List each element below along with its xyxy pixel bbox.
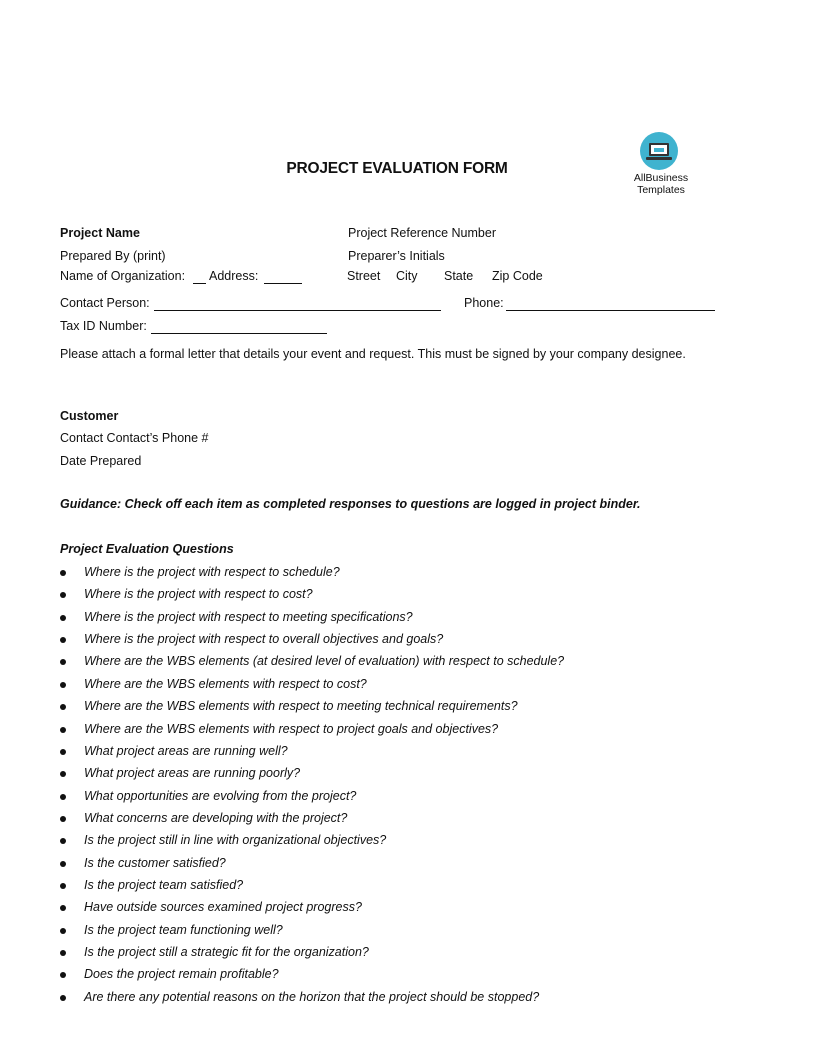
bullet-icon [60, 861, 66, 867]
organization-input-line[interactable] [193, 283, 206, 284]
question-item[interactable] [60, 698, 564, 720]
city-label: City [396, 269, 418, 283]
laptop-icon [640, 132, 678, 170]
question-text: Where is the project with respect to cost? [84, 587, 313, 602]
customer-contact-label: Contact Contact’s Phone # [60, 431, 209, 445]
question-item[interactable] [60, 989, 564, 1011]
question-item[interactable] [60, 899, 564, 921]
question-text: Is the project still in line with organizational objectives? [84, 833, 387, 848]
question-text: Where are the WBS elements with respect to cost? [84, 676, 367, 691]
phone-input-line[interactable] [506, 310, 715, 311]
question-text: Where are the WBS elements with respect to meeting technical requirements? [84, 699, 518, 714]
question-item[interactable] [60, 810, 564, 832]
question-text: What project areas are running poorly? [84, 766, 301, 781]
question-text: Where is the project with respect to overall objectives and goals? [84, 632, 444, 647]
bullet-icon [60, 771, 66, 777]
question-text: Does the project remain profitable? [84, 967, 279, 982]
bullet-icon [60, 995, 66, 1001]
question-text: Is the customer satisfied? [84, 855, 226, 870]
question-text: Is the project team satisfied? [84, 878, 244, 893]
question-item[interactable] [60, 631, 564, 653]
question-item[interactable] [60, 676, 564, 698]
question-item[interactable] [60, 832, 564, 854]
question-text: Where are the WBS elements (at desired level of evaluation) with respect to schedule? [84, 654, 565, 669]
contact-person-input-line[interactable] [154, 310, 441, 311]
question-text: Where are the WBS elements with respect to project goals and objectives? [84, 721, 499, 736]
bullet-icon [60, 972, 66, 978]
phone-label: Phone: [464, 296, 504, 310]
logo-line-1: AllBusiness [633, 172, 689, 184]
bullet-icon [60, 838, 66, 844]
bullet-icon [60, 727, 66, 733]
laptop-screen [649, 143, 669, 156]
question-item[interactable] [60, 788, 564, 810]
bullet-icon [60, 637, 66, 643]
question-text: Where is the project with respect to schedule? [84, 565, 340, 579]
questions-list [60, 564, 564, 1011]
bullet-icon [60, 816, 66, 822]
question-item[interactable] [60, 877, 564, 899]
bullet-icon [60, 704, 66, 710]
tax-id-label: Tax ID Number: [60, 319, 147, 333]
bullet-icon [60, 905, 66, 911]
question-item[interactable] [60, 966, 564, 988]
question-item[interactable] [60, 586, 564, 608]
laptop-base [646, 157, 672, 160]
bullet-icon [60, 883, 66, 889]
question-item[interactable] [60, 765, 564, 787]
logo-line-2: Templates [637, 184, 685, 196]
bullet-icon [60, 615, 66, 621]
project-name-label: Project Name [60, 226, 140, 240]
tax-id-input-line[interactable] [151, 333, 327, 334]
question-item[interactable] [60, 922, 564, 944]
bullet-icon [60, 659, 66, 665]
question-text: What opportunities are evolving from the project? [84, 788, 357, 803]
question-item[interactable] [60, 721, 564, 743]
address-label: Address: [209, 269, 259, 283]
bullet-icon [60, 794, 66, 800]
bullet-icon [60, 570, 66, 576]
question-item[interactable] [60, 944, 564, 966]
question-item[interactable] [60, 743, 564, 765]
bullet-icon [60, 749, 66, 755]
question-text: What project areas are running well? [84, 743, 288, 758]
question-item[interactable] [60, 564, 564, 586]
question-text: What concerns are developing with the project? [84, 810, 348, 825]
logo-text [624, 172, 698, 196]
questions-heading: Project Evaluation Questions [60, 542, 234, 556]
prepared-by-label: Prepared By (print) [60, 249, 166, 263]
state-label: State [444, 269, 474, 283]
date-prepared-label: Date Prepared [60, 454, 142, 468]
guidance-text: Guidance: Check off each item as completed responses to questions are logged in project binder. [60, 497, 641, 511]
zip-label: Zip Code [492, 269, 543, 283]
question-text: Are there any potential reasons on the horizon that the project should be stopped? [84, 989, 540, 1004]
question-text: Have outside sources examined project progress? [84, 900, 362, 915]
question-text: Is the project team functioning well? [84, 922, 283, 937]
customer-heading: Customer [60, 409, 119, 423]
question-text: Where is the project with respect to meeting specifications? [84, 609, 413, 624]
bullet-icon [60, 682, 66, 688]
bullet-icon [60, 592, 66, 598]
organization-label: Name of Organization: [60, 269, 186, 283]
project-reference-label: Project Reference Number [348, 226, 496, 240]
address-input-line[interactable] [264, 283, 302, 284]
contact-person-label: Contact Person: [60, 296, 150, 310]
street-label: Street [347, 269, 381, 283]
bullet-icon [60, 950, 66, 956]
question-item[interactable] [60, 609, 564, 631]
page-title: PROJECT EVALUATION FORM [286, 160, 508, 177]
question-item[interactable] [60, 855, 564, 877]
question-text: Is the project still a strategic fit for the organization? [84, 945, 369, 960]
bullet-icon [60, 928, 66, 934]
question-item[interactable] [60, 653, 564, 675]
preparer-initials-label: Preparer’s Initials [348, 249, 445, 263]
instructions-paragraph: Please attach a formal letter that details your event and request. This must be signed by your company designee. [60, 347, 686, 361]
